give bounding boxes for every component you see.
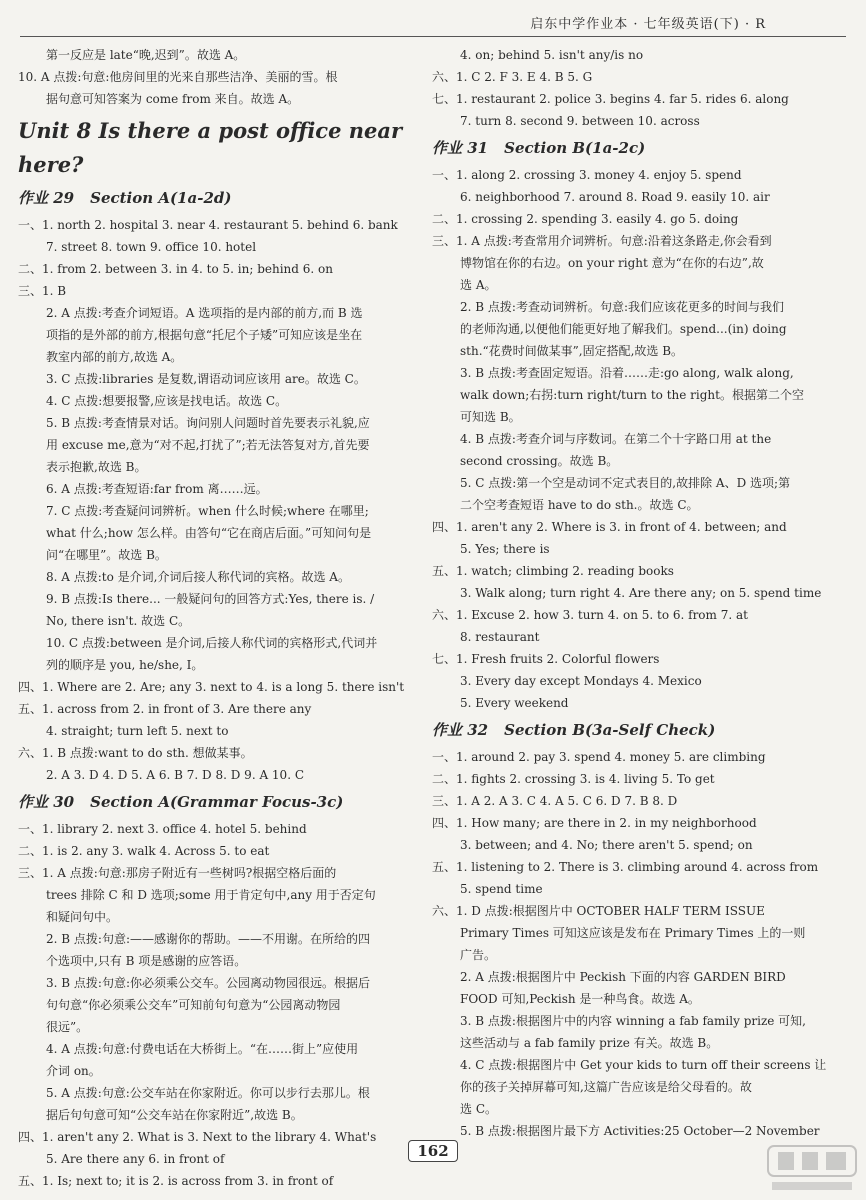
answer-line: 3. C 点拨:libraries 是复数,谓语动词应该用 are。故选 C。 <box>46 372 366 386</box>
answer-line: 2. A 3. D 4. D 5. A 6. B 7. D 8. D 9. A 10. C <box>46 768 305 782</box>
answer-line: 六、1. Excuse 2. how 3. turn 4. on 5. to 6. from 7. at <box>432 608 748 622</box>
answer-line: 4. on; behind 5. isn't any/is no <box>460 48 644 62</box>
answer-line: 7. turn 8. second 9. between 10. across <box>460 114 700 128</box>
answer-line: 五、1. across from 2. in front of 3. Are there any <box>18 702 312 716</box>
answer-line: 问“在哪里”。故选 B。 <box>46 548 167 562</box>
answer-line: 这些活动与 a fab family prize 有关。故选 B。 <box>460 1036 719 1050</box>
answer-line: trees 排除 C 和 D 选项;some 用于肯定句中,any 用于否定句 <box>46 888 376 902</box>
answer-line: 二、1. is 2. any 3. walk 4. Across 5. to eat <box>18 844 270 858</box>
answer-line: 5. B 点拨:根据图片最下方 Activities:25 October—2 November <box>460 1124 820 1138</box>
answer-line: 项指的是外部的前方,根据句意“托尼个子矮”可知应该是坐在 <box>46 328 363 342</box>
answer-line: 五、1. watch; climbing 2. reading books <box>432 564 674 578</box>
answer-line: 二个空考查短语 have to do sth.。故选 C。 <box>460 498 699 512</box>
answer-line: what 什么;how 怎么样。由答句“它在商店后面。”可知问句是 <box>46 526 372 540</box>
answer-line: 3. B 点拨:句意:你必须乘公交车。公园离动物园很远。根据后 <box>46 976 370 990</box>
answer-line: 5. Are there any 6. in front of <box>46 1152 225 1166</box>
answer-line: 5. Yes; there is <box>460 542 550 556</box>
answer-line: 2. B 点拨:句意:——感谢你的帮助。——不用谢。在所给的四 <box>46 932 370 946</box>
answer-line: 用 excuse me,意为“对不起,打扰了”;若无法答复对方,首先要 <box>46 438 370 452</box>
section-name: Section B(3a-Self Check) <box>504 721 716 739</box>
answer-line: 选 A。 <box>460 278 497 292</box>
answer-line: 8. restaurant <box>460 630 540 644</box>
section-heading <box>432 134 852 162</box>
answer-line: sth.“花费时间做某事”,固定搭配,故选 B。 <box>460 344 684 358</box>
answer-line: 8. A 点拨:to 是介词,介词后接人称代词的宾格。故选 A。 <box>46 570 350 584</box>
answer-line: 第一反应是 late“晚,迟到”。故选 A。 <box>46 48 246 62</box>
answer-line: 四、1. aren't any 2. What is 3. Next to the library 4. What's <box>18 1130 377 1144</box>
answer-line: 3. B 点拨:根据图片中的内容 winning a fab family prize 可知, <box>460 1014 806 1028</box>
answer-line: 5. C 点拨:第一个空是动词不定式表目的,故排除 A、D 选项;第 <box>460 476 791 490</box>
answer-line: 很远”。 <box>46 1020 89 1034</box>
answer-line: 一、1. north 2. hospital 3. near 4. restaurant 5. behind 6. bank <box>18 218 398 232</box>
answer-line: 4. C 点拨:根据图片中 Get your kids to turn off their screens 让 <box>460 1058 827 1072</box>
answer-line: 的老师沟通,以便他们能更好地了解我们。spend...(in) doing <box>460 322 787 336</box>
answer-line: 六、1. B 点拨:want to do sth. 想做某事。 <box>18 746 253 760</box>
answer-line: 三、1. A 点拨:考查常用介词辨析。句意:沿着这条路走,你会看到 <box>432 234 772 248</box>
answer-line: 七、1. Fresh fruits 2. Colorful flowers <box>432 652 660 666</box>
answer-line: 博物馆在你的右边。on your right 意为“在你的右边”,故 <box>460 256 764 270</box>
homework-number: 作业 32 <box>432 721 489 739</box>
unit-title: Unit 8 Is there a post office near here? <box>18 118 403 177</box>
answer-line: No, there isn't. 故选 C。 <box>46 614 191 628</box>
answer-line: 五、1. Is; next to; it is 2. is across from 3. in front of <box>18 1174 334 1188</box>
section-heading <box>18 184 416 212</box>
answer-line: 可知选 B。 <box>460 410 521 424</box>
answer-line: second crossing。故选 B。 <box>460 454 619 468</box>
page-footer <box>0 1136 866 1166</box>
answer-line: 2. A 点拨:根据图片中 Peckish 下面的内容 GARDEN BIRD <box>460 970 786 984</box>
answer-line: 和疑问句中。 <box>46 910 119 924</box>
answer-line: 5. spend time <box>460 882 543 896</box>
answer-line: Primary Times 可知这应该是发布在 Primary Times 上的一则 <box>460 926 806 940</box>
answer-line: 二、1. crossing 2. spending 3. easily 4. go 5. doing <box>432 212 739 226</box>
right-column <box>432 44 852 1142</box>
answer-line: 句句意“你必须乘公交车”可知前句句意为“公园离动物园 <box>46 998 341 1012</box>
page-header <box>20 8 846 37</box>
homework-number: 作业 29 <box>18 189 75 207</box>
section-name: Section A(1a-2d) <box>90 189 232 207</box>
answer-line: 一、1. around 2. pay 3. spend 4. money 5. are climbing <box>432 750 766 764</box>
answer-line: walk down;右拐:turn right/turn to the right。根据第二个空 <box>460 388 804 402</box>
answer-line: 七、1. restaurant 2. police 3. begins 4. far 5. rides 6. along <box>432 92 789 106</box>
answer-line: 四、1. Where are 2. Are; any 3. next to 4. is a long 5. there isn't <box>18 680 405 694</box>
answer-line: 3. Every day except Mondays 4. Mexico <box>460 674 702 688</box>
answer-line: 3. between; and 4. No; there aren't 5. spend; on <box>460 838 753 852</box>
answer-line: 2. B 点拨:考查动词辨析。句意:我们应该花更多的时间与我们 <box>460 300 784 314</box>
answer-line: 4. B 点拨:考查介词与序数词。在第二个十字路口用 at the <box>460 432 772 446</box>
section-heading <box>432 716 852 744</box>
answer-line: 6. neighborhood 7. around 8. Road 9. easily 10. air <box>460 190 770 204</box>
answer-line: 10. A 点拨:句意:他房间里的光来自那些洁净、美丽的雪。根 <box>18 70 338 84</box>
answer-line: 5. A 点拨:句意:公交车站在你家附近。你可以步行去那儿。根 <box>46 1086 370 1100</box>
section-name: Section A(Grammar Focus-3c) <box>90 793 344 811</box>
answer-line: 四、1. aren't any 2. Where is 3. in front of 4. between; and <box>432 520 787 534</box>
answer-line: 广告。 <box>460 948 497 962</box>
answer-line: 介词 on。 <box>46 1064 101 1078</box>
answer-line: 4. A 点拨:句意:付费电话在大桥街上。“在……街上”应使用 <box>46 1042 359 1056</box>
answer-line: 一、1. along 2. crossing 3. money 4. enjoy 5. spend <box>432 168 742 182</box>
answer-line: 7. C 点拨:考查疑问词辨析。when 什么时候;where 在哪里; <box>46 504 369 518</box>
answer-line: 3. B 点拨:考查固定短语。沿着……走:go along, walk along, <box>460 366 794 380</box>
answer-line: 4. C 点拨:想要报警,应该是找电话。故选 C。 <box>46 394 288 408</box>
answer-line: 10. C 点拨:between 是介词,后接人称代词的宾格形式,代词并 <box>46 636 378 650</box>
answer-line: 选 C。 <box>460 1102 497 1116</box>
answer-line: 五、1. listening to 2. There is 3. climbing around 4. across from <box>432 860 819 874</box>
answer-line: 一、1. library 2. next 3. office 4. hotel 5. behind <box>18 822 307 836</box>
homework-number: 作业 30 <box>18 793 75 811</box>
answer-line: 三、1. A 点拨:句意:那房子附近有一些树吗?根据空格后面的 <box>18 866 337 880</box>
answer-line: 六、1. D 点拨:根据图片中 OCTOBER HALF TERM ISSUE <box>432 904 765 918</box>
answer-line: 教室内部的前方,故选 A。 <box>46 350 183 364</box>
page-number: 162 <box>408 1140 457 1162</box>
answer-line: 你的孩子关掉屏幕可知,这篇广告应该是给父母看的。故 <box>460 1080 752 1094</box>
section-name: Section B(1a-2c) <box>504 139 646 157</box>
answer-line: 5. B 点拨:考查情景对话。询问别人问题时首先要表示礼貌,应 <box>46 416 370 430</box>
watermark-logo-icon <box>764 1140 860 1196</box>
answer-line: 5. Every weekend <box>460 696 569 710</box>
answer-line: 四、1. How many; are there in 2. in my neighborhood <box>432 816 757 830</box>
header-title: 启东中学作业本 · 七年级英语(下) · R <box>530 16 766 32</box>
answer-line: FOOD 可知,Peckish 是一种鸟食。故选 A。 <box>460 992 700 1006</box>
left-column <box>18 44 416 1192</box>
answer-line: 列的顺序是 you, he/she, I。 <box>46 658 204 672</box>
answer-line: 三、1. B <box>18 284 67 298</box>
answer-line: 9. B 点拨:Is there... 一般疑问句的回答方式:Yes, there is. / <box>46 592 375 606</box>
answer-line: 3. Walk along; turn right 4. Are there any; on 5. spend time <box>460 586 822 600</box>
answer-line: 7. street 8. town 9. office 10. hotel <box>46 240 257 254</box>
answer-line: 六、1. C 2. F 3. E 4. B 5. G <box>432 70 593 84</box>
answer-line: 二、1. fights 2. crossing 3. is 4. living 5. To get <box>432 772 715 786</box>
answer-line: 个选项中,只有 B 项是感谢的应答语。 <box>46 954 247 968</box>
answer-line: 2. A 点拨:考查介词短语。A 选项指的是内部的前方,而 B 选 <box>46 306 363 320</box>
answer-line: 三、1. A 2. A 3. C 4. A 5. C 6. D 7. B 8. D <box>432 794 678 808</box>
answer-line: 据句意可知答案为 come from 来自。故选 A。 <box>46 92 300 106</box>
answer-line: 表示抱歉,故选 B。 <box>46 460 147 474</box>
answer-line: 二、1. from 2. between 3. in 4. to 5. in; behind 6. on <box>18 262 333 276</box>
section-heading <box>18 788 416 816</box>
homework-number: 作业 31 <box>432 139 489 157</box>
answer-line: 据后句句意可知“公交车站在你家附近”,故选 B。 <box>46 1108 303 1122</box>
answer-line: 4. straight; turn left 5. next to <box>46 724 229 738</box>
answer-line: 6. A 点拨:考查短语:far from 离……远。 <box>46 482 268 496</box>
